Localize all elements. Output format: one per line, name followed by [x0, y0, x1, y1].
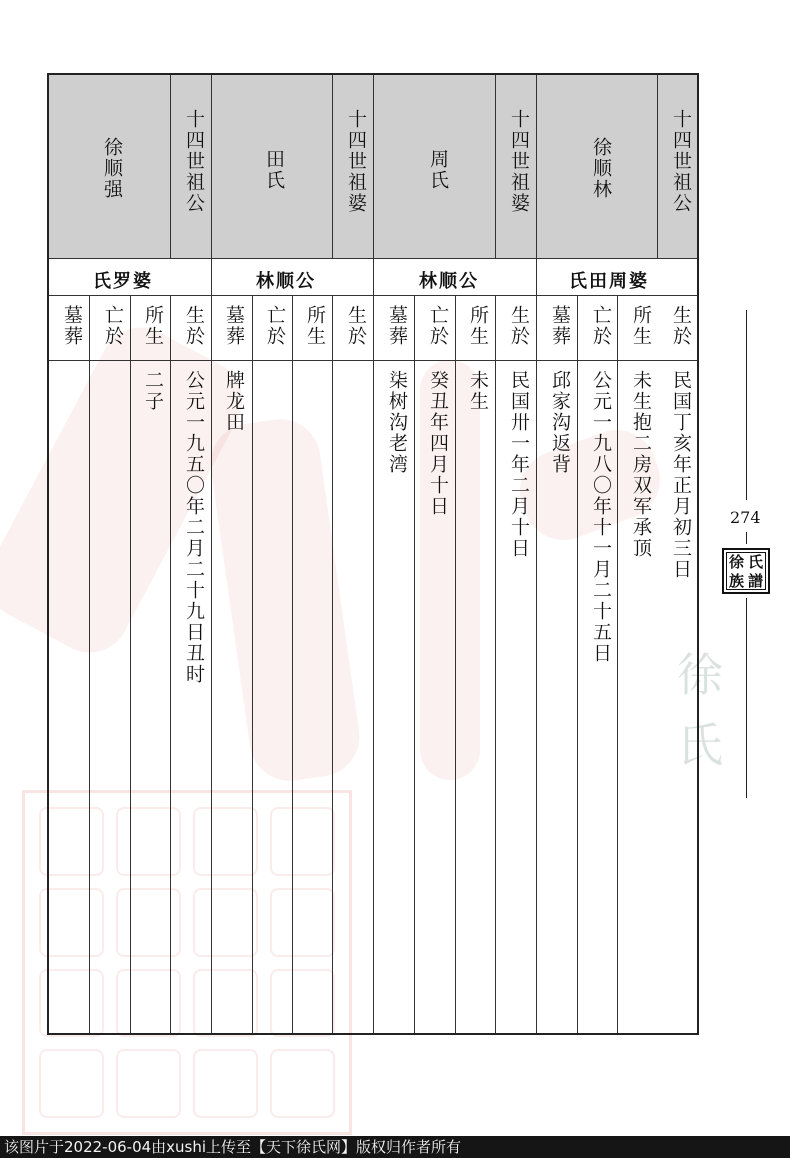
born-date: 民国卅一年二月十日: [508, 370, 530, 559]
spouse-line: 林顺公: [256, 271, 316, 292]
label-children: 所生: [142, 305, 164, 347]
generation-label: 十四世祖公: [670, 109, 692, 214]
label-children: 所生: [467, 305, 489, 347]
person-name: 周氏: [427, 149, 449, 191]
label-buried: 墓葬: [386, 305, 408, 347]
born-date: 民国丁亥年正月初三日: [670, 370, 692, 580]
entry-divider: [373, 75, 374, 1033]
entry-divider: [536, 75, 537, 1033]
upload-credit-footer: 该图片于2022-06-04由xushi上传至【天下徐氏网】版权归作者所有: [0, 1136, 790, 1158]
generation-label: 十四世祖公: [183, 109, 205, 214]
brand-char: 族: [728, 572, 744, 590]
margin-rule-top: [746, 310, 747, 500]
label-born: 生於: [508, 305, 530, 347]
label-born: 生於: [670, 305, 692, 347]
children-text: 二子: [142, 370, 164, 412]
spouse-line: 氏田周婆: [569, 271, 649, 292]
burial-place: 邱家沟返背: [549, 370, 571, 475]
label-died: 亡於: [264, 305, 286, 347]
brand-char: 譜: [747, 572, 763, 590]
watermark-side-characters: 徐 氏: [677, 648, 723, 772]
children-text: 未生: [467, 370, 489, 412]
person-name: 田氏: [263, 149, 285, 191]
spouse-line: 林顺公: [419, 271, 479, 292]
children-text: 未生抱二房双军承顶: [630, 370, 652, 559]
margin-rule-mid: [746, 532, 747, 544]
label-died: 亡於: [590, 305, 612, 347]
died-date: 癸丑年四月十日: [427, 370, 449, 517]
person-name: 徐顺强: [101, 137, 123, 200]
generation-label: 十四世祖婆: [508, 109, 530, 214]
died-date: 公元一九八〇年十一月二十五日: [590, 370, 612, 664]
label-buried: 墓葬: [549, 305, 571, 347]
person-name: 徐顺林: [590, 137, 612, 200]
label-children: 所生: [630, 305, 652, 347]
label-died: 亡於: [427, 305, 449, 347]
label-born: 生於: [345, 305, 367, 347]
entry-divider: [211, 75, 212, 1033]
generation-label: 十四世祖婆: [345, 109, 367, 214]
brand-char: 氏: [747, 553, 763, 571]
brand-mark: [722, 548, 770, 594]
page-number: 274: [730, 508, 761, 527]
burial-place: 牌龙田: [223, 370, 245, 433]
born-date: 公元一九五〇年二月二十九日丑时: [183, 370, 205, 685]
burial-place: 柒树沟老湾: [386, 370, 408, 475]
label-born: 生於: [183, 305, 205, 347]
brand-char: 徐: [728, 553, 744, 571]
label-died: 亡於: [102, 305, 124, 347]
label-children: 所生: [304, 305, 326, 347]
genealogy-table: [47, 73, 699, 1035]
spouse-line: 氏罗婆: [93, 271, 153, 292]
label-buried: 墓葬: [223, 305, 245, 347]
label-buried: 墓葬: [61, 305, 83, 347]
margin-rule-bottom: [746, 598, 747, 798]
